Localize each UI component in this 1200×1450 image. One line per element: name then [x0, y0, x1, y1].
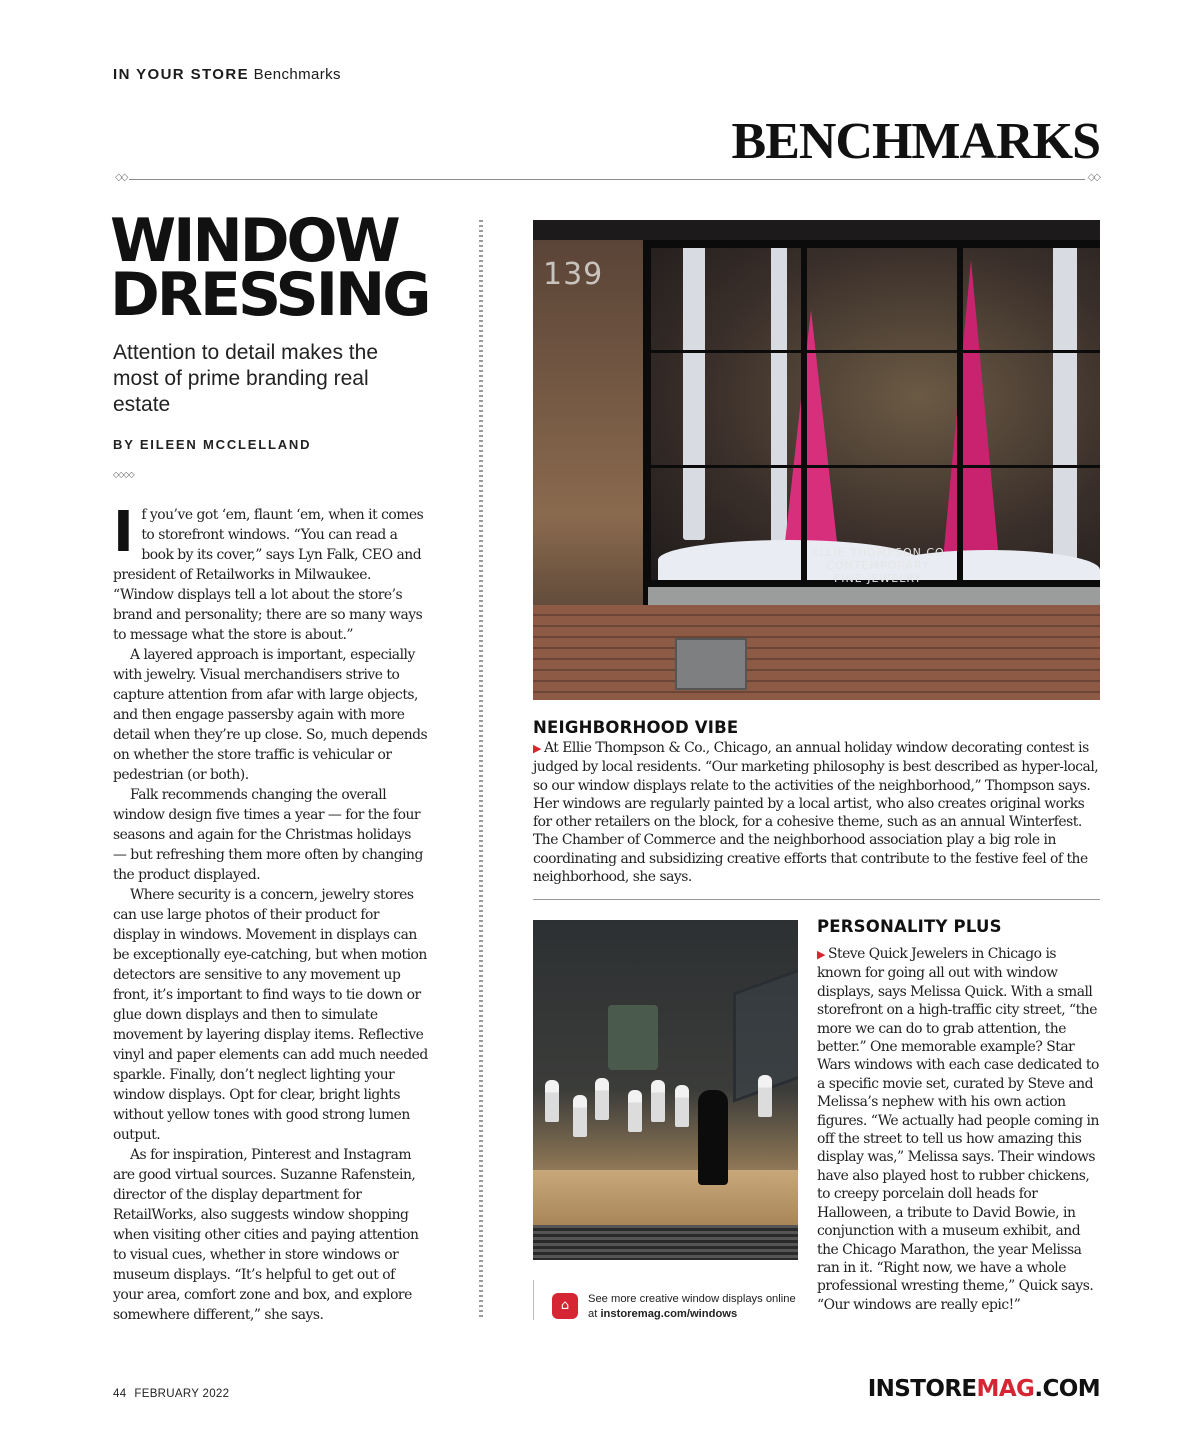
- storefront-photo: [533, 220, 1100, 700]
- headline-line-2: DRESSING: [110, 260, 429, 330]
- red-triangle-icon: ▶: [533, 742, 541, 755]
- body-paragraph: Falk recommends changing the overall window design five times a year — for the four seasons and again for the Christmas holidays — but refreshing them more often by changing the product displayed.: [113, 787, 423, 883]
- stormtrooper-figure: [628, 1090, 642, 1132]
- diamond-ornament-left: ◇◇: [112, 172, 129, 183]
- window-frame: [957, 240, 963, 585]
- kicker-label: IN YOUR STORE: [113, 66, 250, 83]
- address-number: 139: [543, 257, 604, 292]
- stormtrooper-figure: [675, 1085, 689, 1127]
- red-triangle-icon: ▶: [817, 948, 825, 961]
- issue-date: FEBRUARY 2022: [134, 1388, 230, 1400]
- display-shelf: [533, 1170, 798, 1225]
- body-paragraph: If you’ve got ‘em, flaunt ‘em, when it comes to storefront windows. “You can read a book by its cover,” says Lyn Falk, CEO and president of Retailworks in Milwaukee. “Window displays tell a lot about the store’s brand and personality; there are so many ways to message what the store is about.”: [113, 500, 424, 643]
- brick-wall: [533, 605, 1100, 700]
- page-number: 44: [113, 1388, 127, 1400]
- byline: BY EILEEN MCCLELLAND: [113, 437, 312, 452]
- window-ledge: [648, 587, 1100, 605]
- window-frame: [648, 240, 1100, 248]
- sidebar-title-personality: PERSONALITY PLUS: [817, 917, 1002, 936]
- star-wars-display-photo: [533, 920, 798, 1260]
- window-glass: [648, 240, 1100, 587]
- body-paragraph: As for inspiration, Pinterest and Instagram are good virtual sources. Suzanne Rafenstein, director of the display department for RetailWorks, also suggests window shopping when visiting other cities and paying attention to visual cues, whether in store windows or museum displays. “It’s helpful to get out of your area, comfort zone and box, and explore somewhere different,” she says.: [113, 1147, 419, 1323]
- article-dek: Attention to detail makes the most of prime branding real estate: [113, 341, 378, 416]
- promo-link[interactable]: instoremag.com/windows: [600, 1308, 738, 1320]
- article-headline: [110, 206, 470, 330]
- pink-christmas-tree: [783, 310, 839, 560]
- drop-cap: I: [113, 500, 134, 565]
- sidebar-title-neighborhood: NEIGHBORHOOD VIBE: [533, 718, 739, 737]
- window-frame: [648, 350, 1100, 353]
- painted-birch-trunk: [683, 240, 705, 540]
- section-masthead: BENCHMARKS: [731, 113, 1100, 170]
- stormtrooper-figure: [545, 1080, 559, 1122]
- window-lettering: ELLIE THOMPSON CO CONTEMPORARY FINE JEWELRY: [811, 546, 945, 585]
- stormtrooper-figure: [573, 1095, 587, 1137]
- stormtrooper-figure: [758, 1075, 772, 1117]
- diamond-ornament-right: ◇◇: [1085, 172, 1102, 183]
- kicker-section: Benchmarks: [253, 66, 341, 83]
- body-paragraph: Where security is a concern, jewelry stores can use large photos of their product for display in windows. Movement in displays can be exceptionally eye-catching, but when motion detectors are sensitive to any movement up front, it’s important to find ways to tie down or glue down displays and then to simulate movement by layering display items. Reflective vinyl and paper elements can add much needed sparkle. Finally, don’t neglect lighting your window displays. Opt for clear, bright lights without yellow tones with good strong lumen output.: [113, 887, 428, 1143]
- pink-christmas-tree: [943, 260, 999, 560]
- page-folio: [113, 1388, 237, 1400]
- painted-birch-trunk: [1053, 240, 1077, 570]
- sidebar-text-personality: ▶ Steve Quick Jewelers in Chicago is known for going all out with window displays, says Melissa Quick. With a small storefront on a high-traffic city street, “the more we can do to grab attention, the better.” One memorable example? Star Wars windows with each case dedicated to a specific movie set, curated by Steve and Melissa’s nephew with his own action figures. “We actually had people coming in off the street to tell us how amazing this display was,” Melissa says. Their windows have also played host to rubber chickens, to creepy porcelain doll heads for Halloween, a tribute to David Bowie, in conjunction with a museum exhibit, and the Chicago Marathon, the year Melissa ran in it. “Right now, we have a whole professional wresting theme,” Quick says. “Our windows are really epic!”: [817, 946, 1099, 1313]
- stormtrooper-figure: [595, 1078, 609, 1120]
- section-rule: [533, 899, 1100, 900]
- window-frame: [648, 465, 1100, 468]
- display-base: [533, 1225, 798, 1260]
- promo-text: See more creative window displays online at instoremag.com/windows: [588, 1293, 796, 1320]
- shopping-bag-icon: ⌂: [552, 1293, 578, 1319]
- walker-model: [608, 1005, 658, 1070]
- headline-line-1: WINDOW: [110, 206, 398, 276]
- darth-vader-figure: [698, 1090, 728, 1185]
- window-frame: [801, 240, 807, 585]
- stormtrooper-figure: [651, 1080, 665, 1122]
- byline-ornament: ◇◇◇◇: [113, 470, 134, 479]
- column-divider: [479, 220, 483, 1320]
- header-rule: [113, 179, 1100, 180]
- mailbox: [675, 638, 747, 690]
- body-paragraph: A layered approach is important, especially with jewelry. Visual merchandisers strive to capture attention from afar with large objects, and then engage passersby again with more detail when they’re up close. So, much depends on whether the store traffic is vehicular or pedestrian (or both).: [113, 647, 428, 783]
- section-kicker: [113, 66, 341, 83]
- brand-logo[interactable]: INSTOREMAG.COM: [867, 1376, 1100, 1402]
- sidebar-text-neighborhood: ▶ At Ellie Thompson & Co., Chicago, an annual holiday window decorating contest is judged by local residents. “Our marketing philosophy is best described as hyper-local, so our window displays relate to the activities of the neighborhood,” Thompson says. Her windows are regularly painted by a local artist, who also creates original works for other retailers on the block, for a cohesive theme, such as an annual Winterfest. The Chamber of Commerce and the neighborhood association play a big role in coordinating and subsidizing creative efforts that contribute to the festive feel of the neighborhood, she says.: [533, 740, 1099, 886]
- online-promo[interactable]: [533, 1280, 798, 1320]
- article-body: [113, 500, 428, 1325]
